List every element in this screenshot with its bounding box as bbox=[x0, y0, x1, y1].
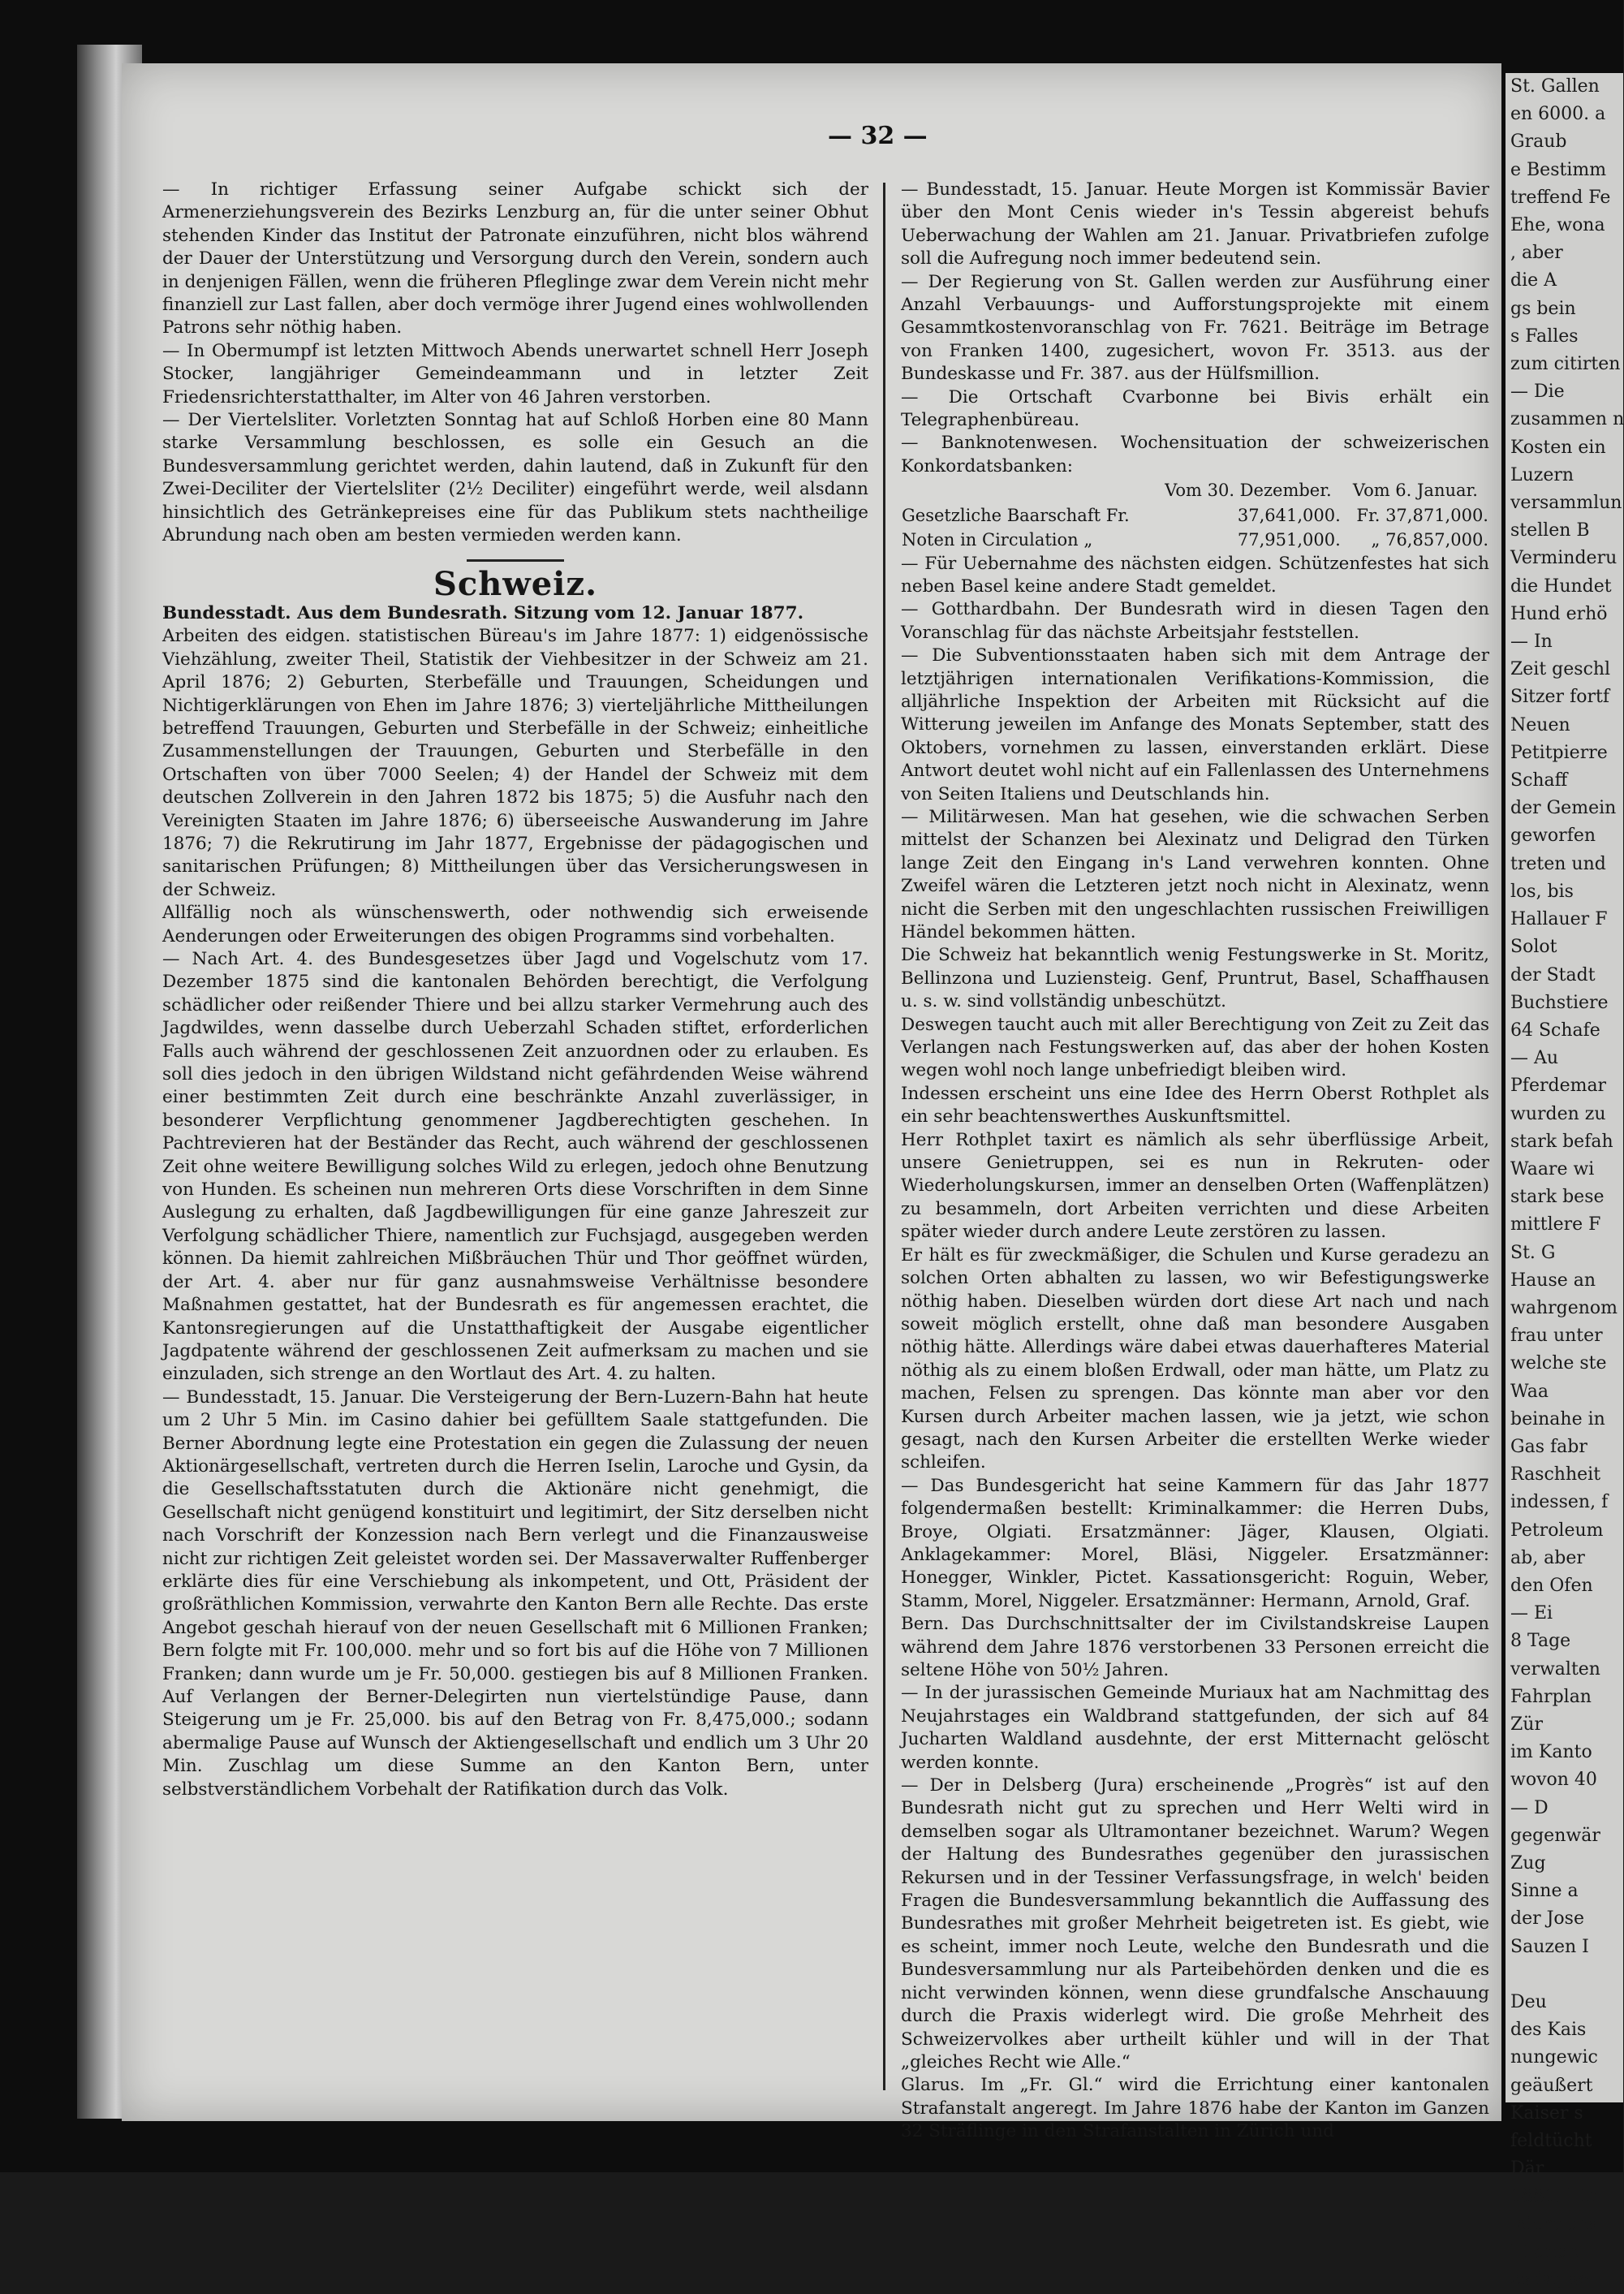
fragment-line: feldtücht bbox=[1510, 2131, 1592, 2152]
fragment-line: die A bbox=[1510, 270, 1557, 291]
fragment-line: geworfen bbox=[1510, 826, 1596, 847]
fragment-line: Neuen bbox=[1510, 714, 1570, 735]
fragment-line: stark bese bbox=[1510, 1187, 1605, 1208]
fragment-line: ab, aber bbox=[1510, 1547, 1585, 1568]
fragment-line: treffend Fe bbox=[1510, 187, 1611, 208]
fragment-line: zusammen n bbox=[1510, 409, 1624, 430]
bank-table bbox=[901, 478, 1489, 552]
fragment-line: welche ste bbox=[1510, 1353, 1607, 1374]
article-paragraph: — Für Uebernahme des nächsten eidgen. Schützenfestes hat sich neben Basel keine andere Stadt gemeldet. bbox=[901, 553, 1489, 597]
article-paragraph: — Gotthardbahn. Der Bundesrath wird in diesen Tagen den Voranschlag für das nächste Arbeitsjahr feststellen. bbox=[901, 599, 1489, 643]
fragment-line: beinahe in bbox=[1510, 1408, 1605, 1429]
fragment-line: frau unter bbox=[1510, 1326, 1603, 1347]
bank-table-cell: „ 76,857,000. bbox=[1371, 530, 1488, 550]
fragment-line: Petitpierre bbox=[1510, 742, 1608, 763]
article-paragraph: — Nach Art. 4. des Bundesgesetzes über Jagd und Vogelschutz vom 17. Dezember 1875 sind die kantonalen Behörden berechtigt, die Verfolgung schädlicher oder reißender Thiere und bei allzu starker Vermehrung auch des Jagdwildes, wenn dasselbe durch Ueberzahl Schaden stiftet, erforderlichen Falls auch während der geschlossenen Zeit anzuordnen oder zu erlauben. Es soll dies jedoch in den übrigen Wildstand nicht gefährdenden Weise während einer bestimmten Zeit durch eine beschränkte Anzahl zuverlässiger, in besonderer Verpflichtung genommener Jagdberechtigten geschehen. In Pachtrevieren hat der Beständer das Recht, auch während der geschlossenen Zeit ohne weitere Bewilligung solches Wild zu erlegen, jedoch ohne Benutzung von Hunden. Es scheinen nun mehreren Orts diese Vorschriften in dem Sinne Auslegung zu erhalten, daß Jagdbewilligungen für eine ganze Jahreszeit zur Verfolgung schädlicher Thiere, namentlich zur Fuchsjagd, ausgegeben werden können. Da hiemit zahlreichen Mißbräuchen Thür und Thor geöffnet würden, der Art. 4. aber nur für ganz ausnahmsweise Verhältnisse besondere Maßnahmen gestattet, hat der Bundesrath es für angemessen erachtet, die Kantonsregierungen auf die Unstatthaftigkeit der Ausgabe eigentlicher Jagdpatente während der geschlossenen Zeit aufmerksam zu machen und sie einzuladen, sich strenge an den Wortlaut des Art. 4. zu halten. bbox=[162, 949, 868, 1385]
article-paragraph: — Das Bundesgericht hat seine Kammern für das Jahr 1877 folgendermaßen bestellt: Kriminalkammer: die Herren Dubs, Broye, Olgiati. Ersatzmänner: Jäger, Klausen, Olgiati. Anklagekammer: Morel, Bläsi, Niggeler. Ersatzmänner: Honegger, Winkler, Pictet. Kassationsgericht: Roguin, Weber, Stamm, Morel, Niggeler. Ersatzmänner: Hermann, Arnold, Graf. bbox=[901, 1475, 1489, 1611]
fragment-line: Deu bbox=[1510, 1992, 1547, 2013]
fragment-line: — D bbox=[1510, 1797, 1549, 1818]
fragment-line: Verminderu bbox=[1510, 548, 1618, 569]
fragment-line: Zug bbox=[1510, 1853, 1546, 1874]
fragment-line: gegenwär bbox=[1510, 1825, 1600, 1846]
bank-table-cell: 77,951,000. bbox=[1237, 530, 1341, 550]
article-paragraph: Glarus. Im „Fr. Gl.“ wird die Errichtung einer kantonalen Strafanstalt angeregt. Im Jahre 1876 habe der Kanton im Ganzen 32 Sträflinge in den Strafanstalten in Zürich und bbox=[901, 2075, 1489, 2142]
fragment-line: des Kais bbox=[1510, 2020, 1587, 2041]
fragment-line: Gas fabr bbox=[1510, 1436, 1587, 1457]
fragment-line: Hund erhö bbox=[1510, 603, 1608, 624]
adjacent-page-fragment bbox=[1506, 73, 1624, 2291]
fragment-line: im Kanto bbox=[1510, 1742, 1592, 1763]
article-paragraph: — Militärwesen. Man hat gesehen, wie die schwachen Serben mittelst der Schanzen bei Alexinatz und Deligrad den Türken lange Zeit den Eingang in's Land verwehren konnten. Ohne Zweifel wären die Letzteren jetzt noch nicht in Alexinatz, wenn nicht die Serben mit den ungeschlachten russischen Freiwilligen Händel bekommen hätten. bbox=[901, 806, 1489, 942]
fragment-line: Pferdemar bbox=[1510, 1076, 1607, 1097]
heading-rule bbox=[467, 559, 564, 562]
article-paragraph: — Der in Delsberg (Jura) erscheinende „Progrès“ ist auf den Bundesrath nicht gut zu sprechen und Herr Welti wird in demselben sogar als Ultramontaner bezeichnet. Warum? Wegen der Haltung des Bundesrathes gegenüber den jurassischen Rekursen und in der Tessiner Verfassungsfrage, in welch' beiden Fragen die Bundesversammlung bekanntlich die Auffassung des Bundesrathes mit großer Mehrheit beigetreten ist. Es giebt, wie es scheint, immer noch Leute, welche den Bundesrath und die Bundesversammlung nur als Parteibehörden denken und die es nicht verwinden können, wenn diese grundfalsche Anschauung durch die Praxis widerlegt wird. Die große Mehrheit des Schweizervolkes aber urtheilt kühler und will in der That „gleiches Recht wie Alle.“ bbox=[901, 1775, 1489, 2072]
right-column bbox=[901, 179, 1489, 2142]
article-paragraph: — In richtiger Erfassung seiner Aufgabe schickt sich der Armenerziehungsverein des Bezirks Lenzburg an, für die unter seiner Obhut stehenden Kinder das Institut der Patronate einzuführen, nicht blos während der Dauer der Unterstützung und Versorgung durch den Verein, sondern auch in denjenigen Fällen, wenn die früheren Pfleglinge zwar dem Verein nicht mehr finanziell zur Last fallen, aber doch vermöge ihrer Jugend eines wohlwollenden Patrons sehr nöthig haben. bbox=[162, 179, 868, 338]
fragment-line: treten und bbox=[1510, 853, 1606, 874]
fragment-line: Hallauer F bbox=[1510, 909, 1608, 930]
fragment-line: Hause an bbox=[1510, 1270, 1596, 1291]
fragment-line: Waare wi bbox=[1510, 1158, 1595, 1179]
fragment-line: Graub bbox=[1510, 132, 1567, 153]
article-paragraph: — Der Viertelsliter. Vorletzten Sonntag hat auf Schloß Horben eine 80 Mann starke Versammlung beschlossen, es solle ein Gesuch an die Bundesversammlung gerichtet werden, dahin lautend, daß in Zukunft für den Zwei-Deciliter der Viertelsliter (2½ Deciliter) eingeführt werde, weil alsdann hinsichtlich des Getränkepreises eine für das Publikum stets nachtheilige Abrundung nach oben am besten vermieden werden kann. bbox=[162, 410, 868, 546]
fragment-line: Petroleum bbox=[1510, 1520, 1604, 1541]
fragment-line: es ist, so bbox=[1510, 2270, 1589, 2291]
fragment-line: Sauzen I bbox=[1510, 1936, 1589, 1957]
article-paragraph: — Bundesstadt, 15. Januar. Die Versteigerung der Bern-Luzern-Bahn hat heute um 2 Uhr 5 Min. im Casino dahier bei gefülltem Saale stattgefunden. Die Berner Abordnung legte eine Protestation ein gegen die Zulassung der neuen Aktionärgesellschaft, vertreten durch die Herren Iselin, Laroche und Gysin, da die Gesellschaftsstatuten durch die Aktionäre nicht genehmigt, die Gesellschaft nicht genügend konstituirt und legitimirt, der Sitz derselben nicht nach Vorschrift der Konzession nach Bern verlegt und die Finanzausweise nicht zur richtigen Zeit geleistet worden sei. Der Massaverwalter Ruffenberger erklärte dies für eine Verschiebung als inkompetent, und Ott, Präsident der großräthlichen Kommission, verwahrte den Kanton Bern alle Rechte. Das erste Angebot geschah hierauf von der neuen Gesellschaft mit 6 Millionen Franken; Bern folgte mit Fr. 100,000. mehr und so fort bis auf die Höhe von 7 Millionen Franken; dann wurde um je Fr. 50,000. gestiegen bis auf 8 Millionen Franken. Auf Verlangen der Berner-Delegirten nun viertelstündige Pause, dann Steigerung um je Fr. 25,000. bis auf den Betrag von Fr. 8,475,000.; sodann abermalige Pause auf Wunsch der Aktiengesellschaft und endlich um 3 Uhr 20 Min. Zuschlag um diese Summe an den Kanton Bern, unter selbstverständlichem Vorbehalt der Ratifikation durch das Volk. bbox=[162, 1386, 868, 1800]
left-column bbox=[162, 179, 868, 2111]
fragment-line: Schaff bbox=[1510, 770, 1568, 791]
fragment-line: Zeit geschl bbox=[1510, 659, 1611, 680]
article-paragraph: Bern. Das Durchschnittsalter der im Civilstandskreise Laupen während dem Jahre 1876 verstorbenen 33 Personen erreicht die seltene Höhe von 50½ Jahren. bbox=[901, 1614, 1489, 1680]
fragment-line: Buchstiere bbox=[1510, 992, 1609, 1013]
bank-table-cell: Gesetzliche Baarschaft Fr. bbox=[902, 505, 1130, 525]
article-paragraph: — Die Subventionsstaaten haben sich mit dem Antrage der letztjährigen internationalen Verifikations-Kommission, die alljährliche Inspektion der Arbeiten mit Rücksicht auf die Witterung jeweilen im Anfange des Monats September, statt des Oktobers, vornehmen zu lassen, einverstanden erklärt. Diese Antwort deutet wohl nicht auf ein Fallenlassen des Unternehmens von Seiten Italiens und Deutschlands hin. bbox=[901, 645, 1489, 804]
fragment-line: der Gemein bbox=[1510, 798, 1617, 819]
fragment-line: versammlun bbox=[1510, 493, 1622, 514]
article-paragraph: — Bundesstadt, 15. Januar. Heute Morgen ist Kommissär Bavier über den Mont Cenis wieder in's Tessin abgereist behufs Ueberwachung der Wahlen am 21. Januar. Privatbriefen zufolge soll die Aufregung noch immer bedeutend sein. bbox=[901, 179, 1489, 270]
fragment-line: , aber bbox=[1510, 243, 1563, 264]
page-number: — 32 — bbox=[828, 122, 928, 150]
article-paragraph: — Der Regierung von St. Gallen werden zur Ausführung einer Anzahl Verbauungs- und Aufforstungsprojekte mit einem Gesammtkostenvoranschlag von Fr. 7621. Beiträge im Betrage von Franken 1400, zugesichert, wovon Fr. 3513. aus der Bundeskasse und Fr. 387. aus der Hülfsmillion. bbox=[901, 271, 1489, 385]
article-paragraph: Herr Rothplet taxirt es nämlich als sehr überflüssige Arbeit, unsere Genietruppen, sei es nun in Rekruten- oder Wiederholungskursen, immer an denselben Orten (Waffenplätzen) zu besammeln, dort Arbeiten verrichten und diese Arbeiten später wieder durch andere Leute zerstören zu lassen. bbox=[901, 1129, 1489, 1243]
fragment-line: zum citirten bbox=[1510, 354, 1621, 375]
fragment-line: los, bis bbox=[1510, 881, 1574, 902]
article-paragraph: Allfällig noch als wünschenswerth, oder nothwendig sich erweisende Aenderungen oder Erweiterungen des obigen Programms sind vorbehalten. bbox=[162, 903, 868, 946]
fragment-line: Waa bbox=[1510, 1381, 1549, 1402]
section-heading: Schweiz. bbox=[433, 564, 598, 603]
bank-table-cell: 37,641,000. bbox=[1237, 505, 1341, 525]
fragment-line: — Die bbox=[1510, 382, 1565, 403]
fragment-line: gs bein bbox=[1510, 298, 1576, 319]
fragment-line: Fahrplan bbox=[1510, 1686, 1592, 1707]
fragment-line: den Ofen bbox=[1510, 1575, 1593, 1596]
bank-table-header-cell: Vom 6. Januar. bbox=[1352, 481, 1478, 501]
bank-table-row bbox=[901, 503, 1489, 528]
fragment-line: geäußert bbox=[1510, 2075, 1593, 2096]
fragment-line: leicht des bbox=[1510, 2214, 1598, 2235]
fragment-line: Luzern bbox=[1510, 464, 1574, 485]
fragment-line: indessen, f bbox=[1510, 1492, 1609, 1513]
fragment-line: Eilande bbox=[1510, 2241, 1579, 2262]
fragment-line: wurden zu bbox=[1510, 1103, 1606, 1124]
bank-table-header bbox=[901, 478, 1489, 502]
fragment-line: stark befah bbox=[1510, 1131, 1613, 1152]
fragment-line: — Ei bbox=[1510, 1603, 1553, 1624]
fragment-line: 8 Tage bbox=[1510, 1631, 1571, 1652]
bank-table-cell: Fr. 37,871,000. bbox=[1356, 505, 1488, 525]
fragment-line: — In bbox=[1510, 632, 1553, 653]
fragment-line: e Bestimm bbox=[1510, 159, 1607, 180]
article-paragraph: Die Schweiz hat bekanntlich wenig Festungswerke in St. Moritz, Bellinzona und Luziensteig. Genf, Pruntrut, Basel, Schaffhausen u. s. w. sind vollständig unbeschützt. bbox=[901, 945, 1489, 1012]
fragment-line: Sitzer fortf bbox=[1510, 687, 1609, 708]
fragment-line: Kosten ein bbox=[1510, 437, 1606, 458]
fragment-line: 64 Schafe bbox=[1510, 1020, 1600, 1041]
fragment-line: s Falles bbox=[1510, 326, 1579, 347]
fragment-line: Raschheit bbox=[1510, 1464, 1601, 1485]
fragment-line: Där bbox=[1510, 2158, 1544, 2180]
article-paragraph: — Banknotenwesen. Wochensituation der schweizerischen Konkordatsbanken: bbox=[901, 433, 1489, 476]
fragment-line: en 6000. a bbox=[1510, 104, 1606, 125]
fragment-line: — Au bbox=[1510, 1048, 1559, 1069]
article-paragraph: — In Obermumpf ist letzten Mittwoch Abends unerwartet schnell Herr Joseph Stocker, langjähriger Gemeindeammann und in letzter Zeit Friedensrichterstatthalter, im Alter von 46 Jahren verstorben. bbox=[162, 340, 868, 407]
fragment-line: der Stadt bbox=[1510, 964, 1596, 985]
article-paragraph: — Die Ortschaft Cvarbonne bei Bivis erhält ein Telegraphenbüreau. bbox=[901, 386, 1489, 431]
fragment-line bbox=[1510, 1961, 1623, 1989]
article-paragraph: Indessen erscheint uns eine Idee des Herrn Oberst Rothplet als ein sehr beachtenswerthes Auskunftsmittel. bbox=[901, 1083, 1489, 1128]
column-divider bbox=[883, 183, 885, 2090]
fragment-line: St. G bbox=[1510, 1242, 1556, 1263]
bank-table-row bbox=[901, 528, 1489, 552]
article-dateline: Bundesstadt. Aus dem Bundesrath. Sitzung vom 12. Januar 1877. bbox=[162, 602, 804, 623]
article-paragraph: — In der jurassischen Gemeinde Muriaux hat am Nachmittag des Neujahrstages ein Waldbrand stattgefunden, der sich auf 84 Jucharten Waldland ausdehnte, der erst Mitternacht gelöscht werden konnte. bbox=[901, 1683, 1489, 1773]
fragment-line: 1881. Ein bbox=[1510, 2186, 1598, 2207]
fragment-line: mittlere F bbox=[1510, 1214, 1601, 1235]
fragment-line: wovon 40 bbox=[1510, 1770, 1597, 1791]
fragment-line: der Jose bbox=[1510, 1908, 1584, 1930]
bank-table-header-cell: Vom 30. Dezember. bbox=[1165, 481, 1332, 501]
article-paragraph: Deswegen taucht auch mit aller Berechtigung von Zeit zu Zeit das Verlangen nach Festungswerken auf, das aber der hohen Kosten wegen wohl noch lange unbefriedigt bleiben wird. bbox=[901, 1014, 1489, 1081]
fragment-line: Kaiser s bbox=[1510, 2102, 1583, 2124]
fragment-line: Ehe, wona bbox=[1510, 215, 1605, 236]
fragment-line: die Hundet bbox=[1510, 576, 1612, 597]
fragment-line: verwalten bbox=[1510, 1658, 1600, 1680]
fragment-line: stellen B bbox=[1510, 520, 1590, 541]
bank-table-cell: Noten in Circulation „ bbox=[902, 530, 1093, 550]
fragment-line: Sinne a bbox=[1510, 1881, 1579, 1902]
article-paragraph: Er hält es für zweckmäßiger, die Schulen und Kurse geradezu an solchen Orten abhalten zu lassen, wo wir Befestigungswerke nöthig haben. Dieselben würden dort diese Art nach und nach soweit möglich erstellt, ohne daß man besondere Ausgaben nöthig hätte. Allerdings wäre dabei etwas dauerhafteres Material nöthig als zu einem bloßen Erdwall, oder man hätte, um Platz zu machen, Felsen zu sprengen. Das könnte man aber vor den Kursen durch Arbeiter machen lassen, wie ja jetzt, wie schon gesagt, nach den Kursen Arbeiter die erstellten Werke wieder schleifen. bbox=[901, 1244, 1489, 1473]
fragment-line: St. Gallen bbox=[1510, 76, 1600, 97]
article-paragraph: Arbeiten des eidgen. statistischen Büreau's im Jahre 1877: 1) eidgenössische Viehzählung, zweiter Theil, Statistik der Viehbesitzer in der Schweiz am 21. April 1876; 2) Geburten, Sterbefälle und Trauungen, Scheidungen und Nichtigerklärungen von Ehen im Jahre 1876; 3) vierteljährliche Mittheilungen betreffend Trauungen, Geburten und Sterbefälle in der Schweiz; einheitliche Zusammenstellungen der Trauungen, Geburten und Sterbefälle in den Ortschaften von über 7000 Seelen; 4) der Handel der Schweiz mit dem deutschen Zollverein in den Jahren 1872 bis 1875; 5) die Ausfuhr nach den Vereinigten Staaten im Jahre 1876; 6) überseeische Auswanderung im Jahre 1876; 7) die Rekrutirung im Jahr 1877, Ergebnisse der pädagogischen und sanitarischen Prüfungen; 8) Mittheilungen über das Versicherungswesen in der Schweiz. bbox=[162, 626, 868, 900]
fragment-line: wahrgenom bbox=[1510, 1297, 1618, 1318]
fragment-line: Zür bbox=[1510, 1714, 1543, 1735]
fragment-line: Solot bbox=[1510, 937, 1557, 958]
fragment-line: nungewic bbox=[1510, 2047, 1598, 2068]
